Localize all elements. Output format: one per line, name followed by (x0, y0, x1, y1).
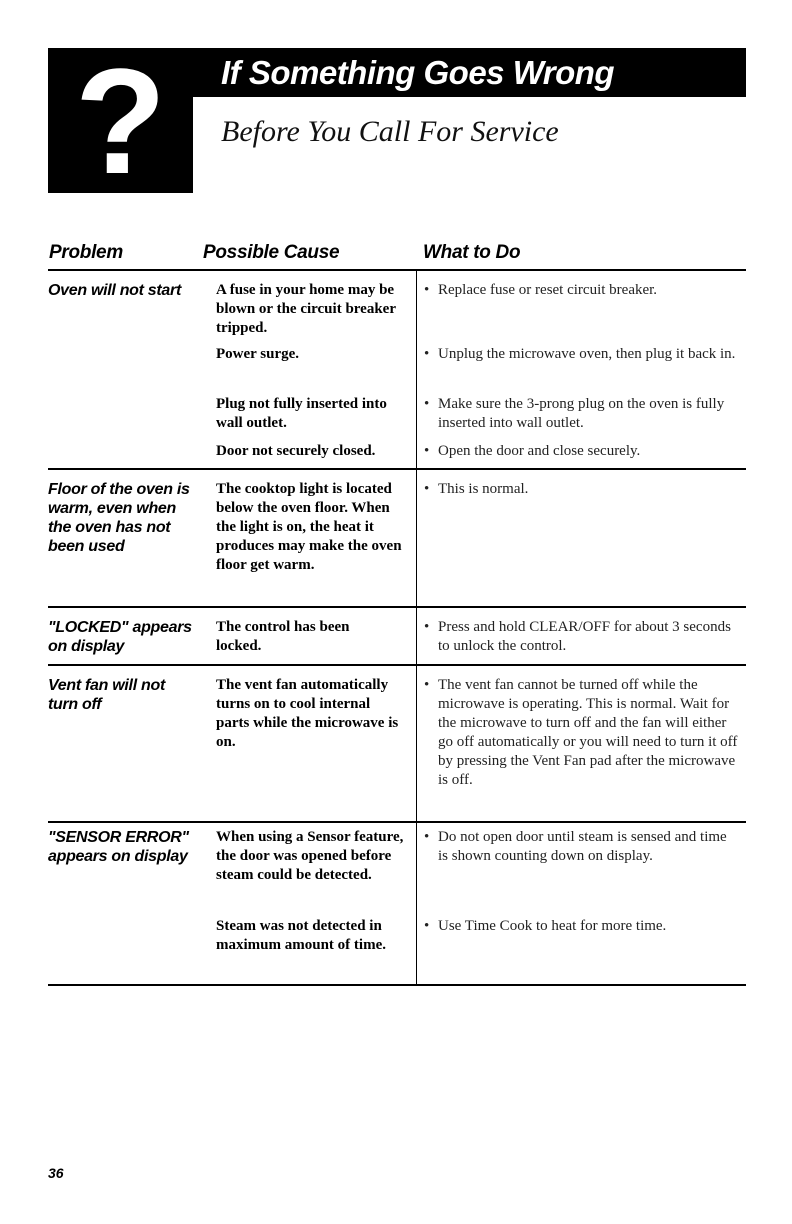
todo-text: Replace fuse or reset circuit breaker. (438, 282, 658, 298)
todo-text: Make sure the 3-prong plug on the oven is fully inserted into wall outlet. (438, 396, 725, 431)
todo-check-plug (424, 395, 746, 433)
cause-power-surge: Power surge. (216, 346, 300, 362)
cause-plug-not-inserted: Plug not fully inserted into wall outlet. (216, 396, 387, 431)
header-todo: What to Do (423, 242, 521, 263)
column-divider (416, 271, 417, 985)
problem-vent-fan: Vent fan will not turn off (48, 677, 165, 713)
bullet-icon: • (424, 443, 430, 459)
todo-vent-fan (424, 676, 740, 790)
row-divider (48, 468, 746, 470)
cause-steam-not-detected: Steam was not detected in maximum amount of time. (216, 918, 386, 953)
bullet-icon: • (424, 918, 430, 934)
todo-normal (424, 480, 746, 499)
cause-cooktop-light: The cooktop light is located below the oven floor. When the light is on, the heat it produces may make the oven floor get warm. (216, 481, 402, 573)
header-cause: Possible Cause (203, 242, 340, 263)
bullet-icon: • (424, 677, 430, 693)
problem-locked: "LOCKED" appears on display (48, 619, 192, 655)
row-divider (48, 606, 746, 608)
page-subtitle: Before You Call For Service (221, 115, 559, 148)
page-number: 36 (48, 1165, 64, 1181)
todo-unplug (424, 345, 746, 364)
page-title: If Something Goes Wrong (193, 48, 746, 97)
todo-unlock (424, 618, 746, 656)
row-divider (48, 821, 746, 823)
bullet-icon: • (424, 619, 430, 635)
bullet-icon: • (424, 829, 430, 845)
header-problem: Problem (49, 242, 123, 263)
todo-text: Use Time Cook to heat for more time. (438, 918, 667, 934)
todo-text: The vent fan cannot be turned off while the microwave is operating. This is normal. Wait for the microwave to turn off and the fan will either go off automatically or you will need to turn it off by pressing the Vent Fan pad after the microwave is off. (438, 677, 738, 788)
table-bottom-rule (48, 984, 746, 986)
question-mark-block (48, 36, 193, 205)
bullet-icon: • (424, 396, 430, 412)
cause-control-locked: The control has been locked. (216, 619, 350, 654)
bullet-icon: • (424, 346, 430, 362)
header-divider (48, 269, 746, 271)
todo-text: Unplug the microwave oven, then plug it back in. (438, 346, 736, 362)
todo-close-door (424, 442, 746, 461)
problem-oven-not-start: Oven will not start (48, 282, 181, 299)
bullet-icon: • (424, 282, 430, 298)
todo-text: Press and hold CLEAR/OFF for about 3 seconds to unlock the control. (438, 619, 731, 654)
cause-fuse-blown: A fuse in your home may be blown or the circuit breaker tripped. (216, 282, 396, 336)
question-mark-glyph: ? (74, 36, 167, 205)
problem-sensor-error: "SENSOR ERROR" appears on display (48, 829, 189, 865)
todo-text: This is normal. (438, 481, 529, 497)
problem-floor-warm: Floor of the oven is warm, even when the oven has not been used (48, 481, 190, 555)
todo-time-cook (424, 917, 746, 936)
cause-vent-fan-auto: The vent fan automatically turns on to cool internal parts while the microwave is on. (216, 677, 399, 750)
todo-replace-fuse (424, 281, 746, 300)
cause-door-not-closed: Door not securely closed. (216, 443, 376, 459)
todo-wait-steam (424, 828, 730, 866)
table-header (48, 238, 746, 268)
todo-text: Do not open door until steam is sensed and time is shown counting down on display. (438, 829, 727, 864)
todo-text: Open the door and close securely. (438, 443, 641, 459)
row-divider (48, 664, 746, 666)
cause-door-opened: When using a Sensor feature, the door was opened before steam could be detected. (216, 829, 404, 883)
bullet-icon: • (424, 481, 430, 497)
